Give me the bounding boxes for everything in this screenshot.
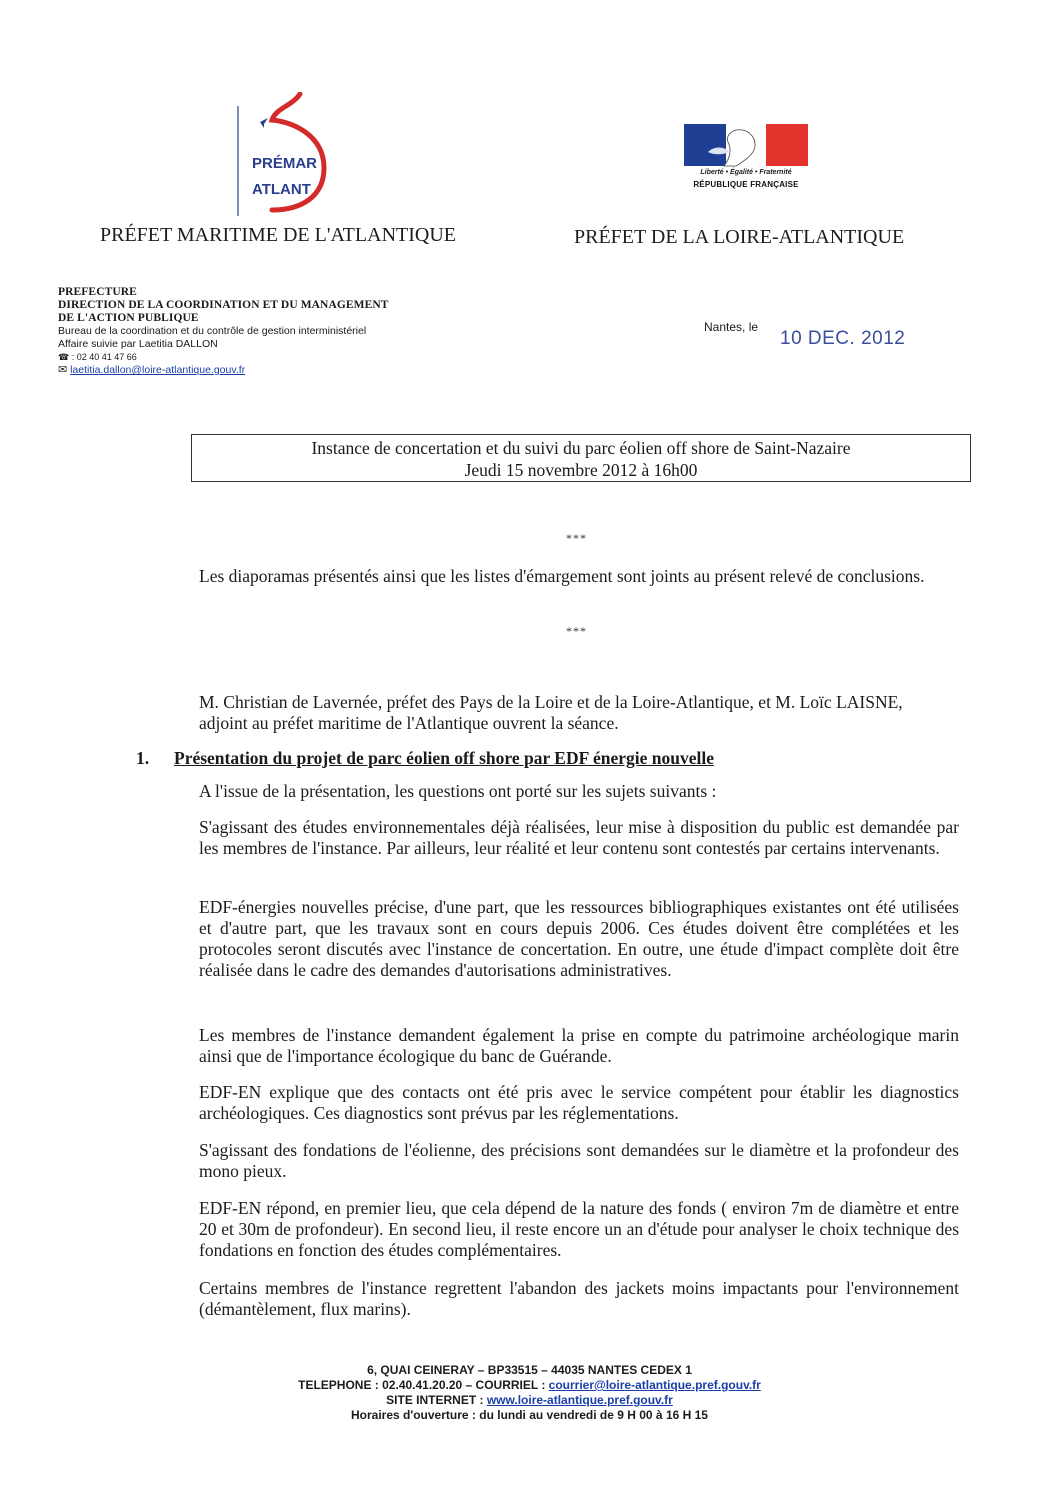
footer-phone: TELEPHONE : 02.40.41.20.20 – COURRIEL : (298, 1378, 549, 1392)
opening-paragraph: M. Christian de Lavernée, préfet des Pays de la Loire et de la Loire-Atlantique, et M. Loïc LAISNE, adjoint au préfet maritime de l'Atlantique ouvrent la séance. (199, 692, 903, 733)
sender-contact: Affaire suivie par Laetitia DALLON (58, 338, 218, 350)
sender-direction: DIRECTION DE LA COORDINATION ET DU MANAGEMENT (58, 299, 389, 311)
paragraph-edf-precise: EDF-énergies nouvelles précise, d'une part, que les ressources bibliographiques existantes ont été utilisées et d'autre part, que les travaux sont en cours depuis 2006. Ces études doivent être complétées et les protocoles seront discutés avec l'instance de concertation. En outre, une étude d'impact complète doit être réalisée dans le cadre des demandes d'autorisations administratives. (199, 897, 959, 980)
separator-stars: *** (566, 624, 587, 638)
meeting-title-box (191, 434, 971, 482)
sender-direction-cont: DE L'ACTION PUBLIQUE (58, 312, 199, 324)
footer-site-link[interactable]: www.loire-atlantique.pref.gouv.fr (486, 1393, 673, 1407)
premar-atlant-logo (232, 92, 332, 216)
separator-stars: *** (566, 531, 587, 545)
sender-phone: ☎ : 02 40 41 47 66 (58, 352, 137, 362)
meeting-title: Instance de concertation et du suivi du parc éolien off shore de Saint-Nazaire (311, 438, 851, 458)
footer-email-link[interactable]: courrier@loire-atlantique.pref.gouv.fr (548, 1378, 761, 1392)
date-stamp: 10 DEC. 2012 (780, 328, 906, 349)
paragraph-etudes: S'agissant des études environnementales déjà réalisées, leur mise à disposition du public est demandée par les membres de l'instance. Par ailleurs, leur réalité et leur contenu sont contestés par certains intervenants. (199, 817, 959, 858)
date-label: Nantes, le (704, 320, 759, 334)
section-title: Présentation du projet de parc éolien off shore par EDF énergie nouvelle (174, 748, 715, 768)
premar-logo-line2: ATLANT (252, 181, 311, 198)
prefet-maritime-title: PRÉFET MARITIME DE L'ATLANTIQUE (100, 224, 456, 246)
footer-hours: du lundi au vendredi de 9 H 00 à 16 H 15 (479, 1408, 708, 1422)
paragraph-diagnostics: EDF-EN explique que des contacts ont été pris avec le service compétent pour établir les diagnostics archéologiques. Ces diagnostics sont prévus par les réglementations. (199, 1082, 959, 1123)
footer-site-label: SITE INTERNET : (386, 1393, 487, 1407)
section-heading (136, 748, 714, 769)
premar-logo-line1: PRÉMAR (252, 155, 318, 172)
republique-francaise-label: RÉPUBLIQUE FRANÇAISE (693, 180, 799, 189)
sender-bureau: Bureau de la coordination et du contrôle de gestion interministériel (58, 325, 367, 337)
footer (0, 1363, 1059, 1423)
prefet-loire-atlantique-title: PRÉFET DE LA LOIRE-ATLANTIQUE (574, 226, 905, 248)
footer-address: 6, QUAI CEINERAY – BP33515 – 44035 NANTES CEDEX 1 (367, 1363, 692, 1377)
meeting-date: Jeudi 15 novembre 2012 à 16h00 (464, 460, 698, 480)
paragraph-edf-repond: EDF-EN répond, en premier lieu, que cela dépend de la nature des fonds ( environ 7m de diamètre et entre 20 et 30m de profondeur). En second lieu, il reste encore un an d'étude pour analyser le choix technique des fondations en fonction des études complémentaires. (199, 1198, 959, 1260)
paragraph-jackets: Certains membres de l'instance regrettent l'abandon des jackets moins impactants pour l'environnement (démantèlement, flux marins). (199, 1278, 959, 1319)
paragraph-patrimoine: Les membres de l'instance demandent également la prise en compte du patrimoine archéologique marin ainsi que de l'importance écologique du banc de Guérande. (199, 1025, 959, 1066)
sender-prefecture: PREFECTURE (58, 286, 137, 298)
paragraph-issue: A l'issue de la présentation, les questions ont porté sur les sujets suivants : (199, 781, 717, 801)
section-number: 1. (136, 748, 150, 768)
sender-email-link[interactable]: laetitia.dallon@loire-atlantique.gouv.fr (70, 364, 246, 376)
footer-hours-label: Horaires d'ouverture : (351, 1408, 480, 1422)
intro-paragraph: Les diaporamas présentés ainsi que les listes d'émargement sont joints au présent relevé de conclusions. (199, 566, 925, 586)
envelope-icon: ✉ (58, 364, 68, 376)
sender-block (58, 286, 498, 377)
paragraph-fondations: S'agissant des fondations de l'éolienne, des précisions sont demandées sur le diamètre et la profondeur des mono pieux. (199, 1140, 959, 1181)
rf-motto: Liberté • Égalité • Fraternité (700, 169, 792, 176)
